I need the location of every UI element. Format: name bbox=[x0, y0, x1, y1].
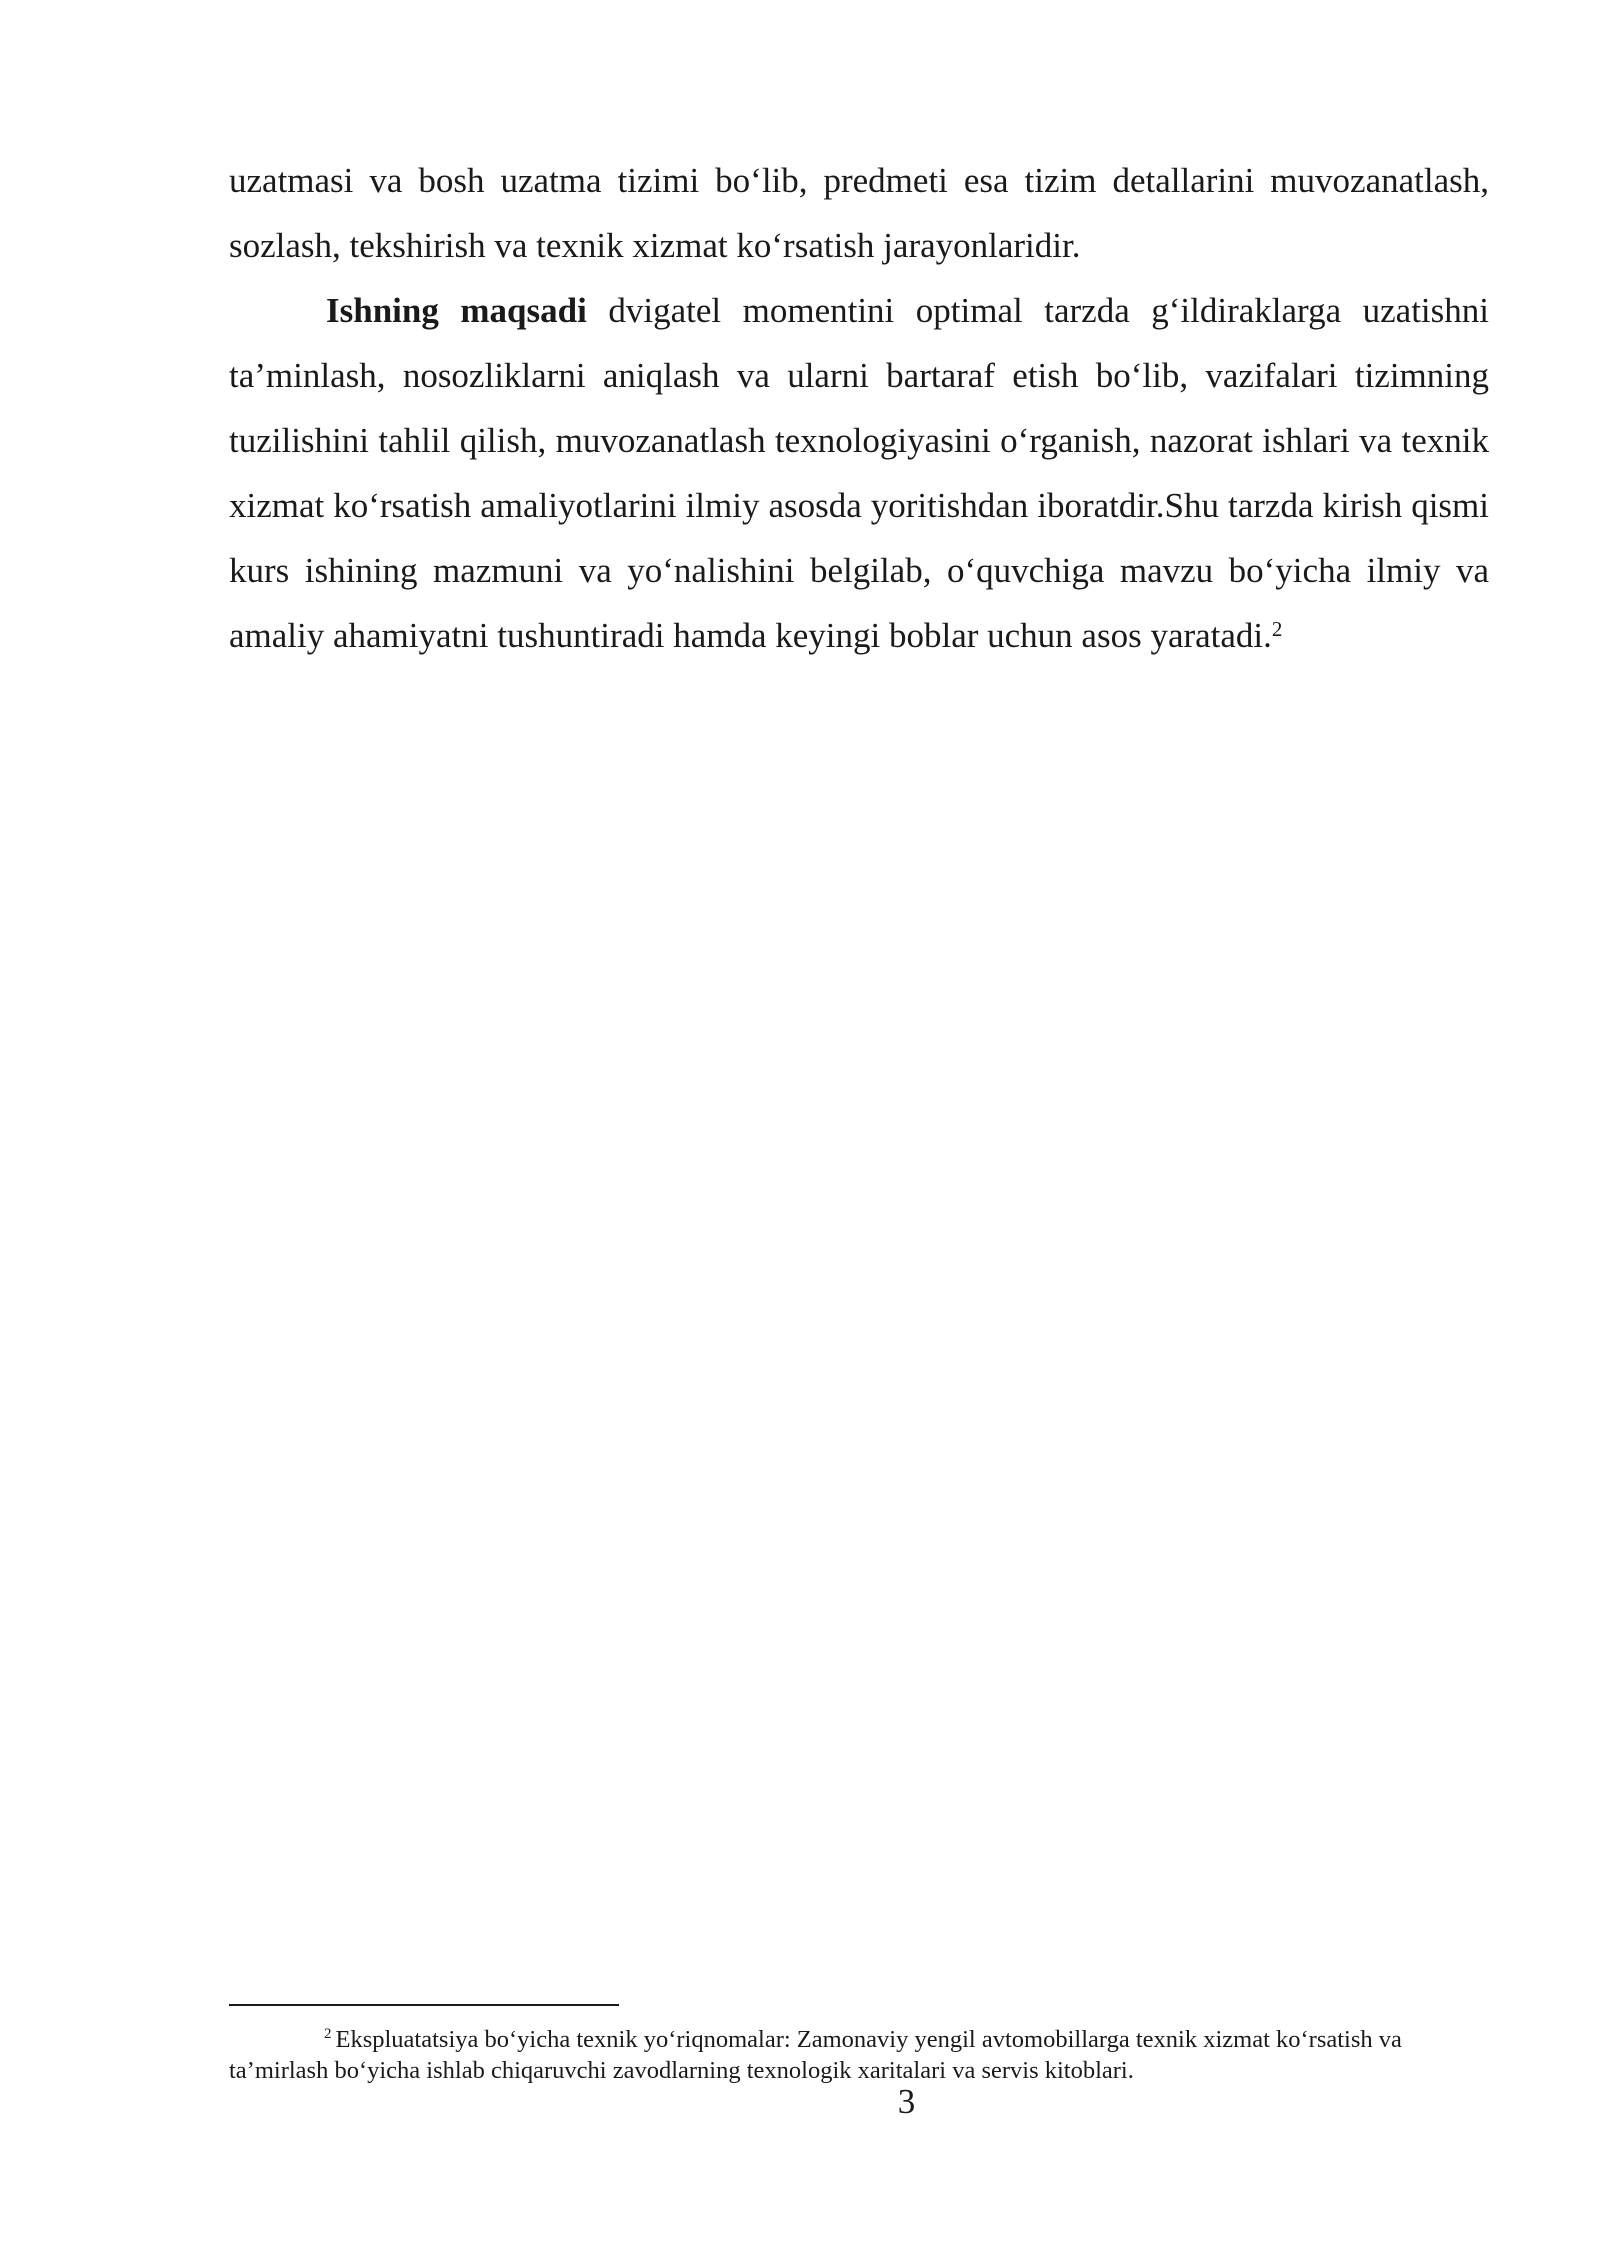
footnote-text: Ekspluatatsiya bo‘yicha texnik yo‘riqnomalar: Zamonaviy yengil avtomobillarga texnik xizmat ko‘rsatish va ta’mirlash bo‘yicha ishlab chiqaruvchi zavodlarning texnologik xaritalari va servis kitoblari. bbox=[229, 2026, 1402, 2084]
page-number: 3 bbox=[897, 2082, 916, 2121]
footnote-paragraph bbox=[229, 2024, 1491, 2086]
footnote-separator bbox=[229, 2004, 619, 2006]
paragraph-bold-lead: Ishning maqsadi bbox=[326, 291, 587, 330]
footnote bbox=[229, 2024, 1491, 2086]
paragraph-continuation-text: uzatmasi va bosh uzatma tizimi bo‘lib, predmeti esa tizim detallarini muvozanatlash, sozlash, tekshirish va texnik xizmat ko‘rsatish jarayonlaridir. bbox=[229, 161, 1489, 265]
paragraph-continuation bbox=[229, 148, 1489, 278]
body-text bbox=[229, 148, 1489, 668]
paragraph-purpose bbox=[229, 278, 1489, 668]
paragraph-purpose-text: dvigatel momentini optimal tarzda g‘ildiraklarga uzatishni ta’minlash, nosozliklarni aniqlash va ularni bartaraf etish bo‘lib, vazifalari tizimning tuzilishini tahlil qilish, muvozanatlash texnologiyasini o‘rganish, nazorat ishlari va texnik xizmat ko‘rsatish amaliyotlarini ilmiy asosda yoritishdan iboratdir.Shu tarzda kirish qismi kurs ishining mazmuni va yo‘nalishini belgilab, o‘quvchiga mavzu bo‘yicha ilmiy va amaliy ahamiyatni tushuntiradi hamda keyingi boblar uchun asos yaratadi. bbox=[229, 291, 1489, 655]
footnote-reference[interactable]: 2 bbox=[1271, 617, 1283, 642]
footnote-mark: 2 bbox=[324, 2025, 332, 2042]
